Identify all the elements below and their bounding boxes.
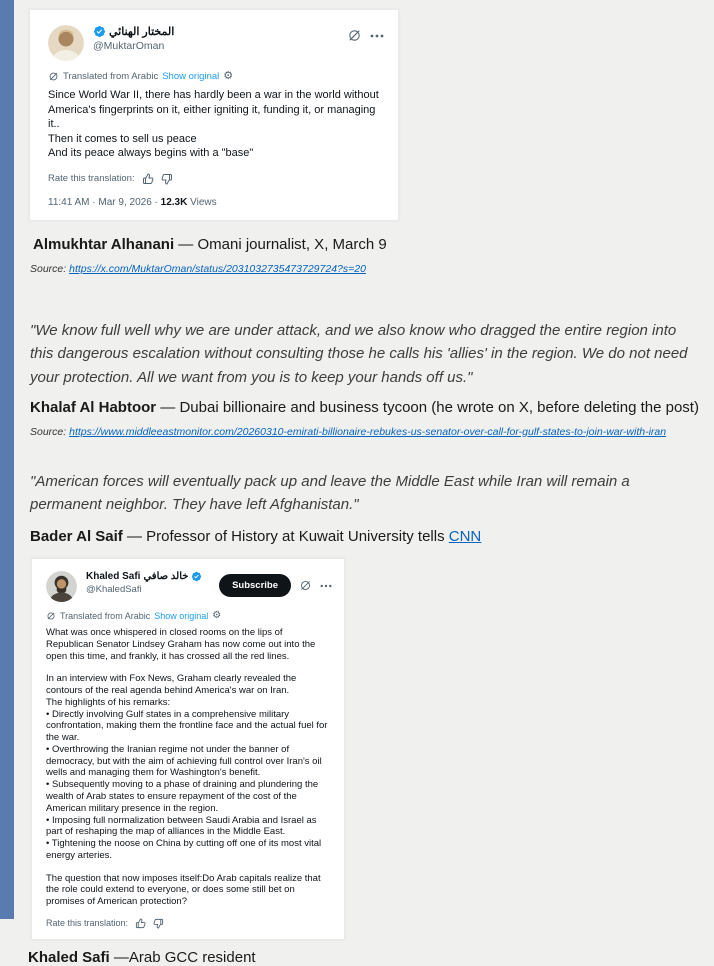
tweet-actions (347, 25, 384, 43)
caption-rest: — Omani journalist, X, March 9 (174, 235, 387, 253)
tweet-card-khaled (31, 558, 345, 940)
caption-almukhtar (33, 236, 714, 253)
thumbs-up-icon[interactable] (135, 918, 146, 929)
grok-icon (48, 71, 59, 82)
source-label: Source: (30, 425, 70, 438)
tweet-text-paragraph: • Subsequently moving to a phase of draining and plundering the wealth of Arab states to ensure repayment of the cost of the American military presence in the region. (46, 779, 319, 814)
translated-label: Translated from Arabic (63, 71, 159, 82)
handle[interactable]: @KhaledSafi (86, 584, 142, 596)
tweet-text (48, 88, 384, 161)
tweet-text-line: Since World War II, there has hardly been a war in the world without America's fingerprints on it, either igniting it, funding it, or managing it.. (48, 89, 379, 131)
display-name-arabic[interactable]: خالد صافي (143, 571, 189, 583)
tweet-text-paragraph: • Overthrowing the Iranian regime not under the banner of democracy, but with the aim of achieving full control over Iran's oil wells and managing them for Washington's benefit. (46, 743, 322, 779)
tweet-header (46, 571, 332, 602)
quote-alsaif: "American forces will eventually pack up and leave the Middle East while Iran will remain a permanent neighbor. They have left Afghanistan." (30, 472, 630, 514)
avatar[interactable] (46, 571, 77, 602)
verified-badge-icon (191, 571, 202, 582)
source-line (30, 426, 694, 438)
caption-name: Bader Al Saif (30, 528, 123, 546)
caption-name: Khaled Safi (28, 948, 110, 966)
show-original-link[interactable]: Show original (162, 71, 220, 82)
cnn-link[interactable]: CNN (448, 528, 482, 546)
tweet-text-line: Then it comes to sell us peace (48, 132, 197, 145)
translated-label: Translated from Arabic (60, 611, 151, 622)
caption-name: Khalaf Al Habtoor (30, 398, 157, 416)
gear-icon[interactable]: ⚙ (223, 70, 234, 82)
tweet-text-paragraph: • Imposing full normalization between Saudi Arabia and Israel as part of reshaping the map of alliances in the Middle East. (46, 814, 317, 838)
document-page (14, 0, 714, 966)
quote-habtoor: "We know full well why we are under attack, and we also know who dragged the entire region into this dangerous escalation without consulting those he calls his 'allies' in the region. We do not need your protection. All we want from you is to keep your hands off us." (30, 321, 688, 386)
caption-name: Almukhtar Alhanani (33, 235, 175, 253)
caption-khaled (28, 949, 714, 966)
translated-row (48, 71, 384, 82)
verified-badge-icon (93, 25, 106, 38)
source-line (30, 263, 694, 275)
rate-translation-row (48, 173, 384, 185)
tweet-text-paragraph: The highlights of his remarks: (46, 696, 171, 708)
caption-rest: — Professor of History at Kuwait University tells (122, 528, 449, 546)
source-link[interactable]: https://x.com/MuktarOman/status/2031032735473729724?s=20 (69, 262, 366, 275)
handle[interactable]: @MuktarOman (93, 40, 165, 52)
tweet-text-paragraph: • Directly involving Gulf states in a comprehensive military confrontation, making them the frontline face and the actual fuel for the war. (46, 708, 328, 744)
rate-label: Rate this translation: (46, 918, 129, 929)
tweet-card-muktar (29, 9, 399, 221)
views-count: 12.3K (160, 196, 188, 208)
tweet-identity (93, 25, 347, 52)
rate-label: Rate this translation: (48, 173, 135, 185)
views-label: Views (187, 196, 217, 208)
tweet-timestamp[interactable]: 11:41 AM · Mar 9, 2026 · 12.3K Views (48, 196, 217, 208)
caption-rest: —Arab GCC resident (113, 948, 256, 966)
gear-icon[interactable]: ⚙ (212, 610, 222, 622)
avatar[interactable] (48, 25, 84, 61)
tweet-header (48, 25, 384, 61)
rate-translation-row (46, 918, 332, 929)
thumbs-up-icon[interactable] (142, 173, 154, 185)
grok-icon[interactable] (347, 28, 362, 43)
tweet-text-paragraph: What was once whispered in closed rooms on the lips of Republican Senator Lindsey Graham has now come out into the open this time, and frankly, it has crossed all the red lines. (46, 627, 316, 662)
left-accent-bar (0, 0, 14, 919)
source-label: Source: (30, 262, 70, 275)
source-link[interactable]: https://www.middleeastmonitor.com/20260310-emirati-billionaire-rebukes-us-senator-over-call-for-gulf-states-to-join-war-with-iran (69, 425, 667, 438)
tweet-text-line: And its peace always begins with a "base" (48, 147, 254, 160)
display-name[interactable]: المختار الهنائي (109, 26, 175, 38)
caption-alsaif (30, 528, 714, 545)
tweet-identity (86, 571, 219, 595)
display-name[interactable]: Khaled Safi (86, 571, 141, 583)
more-icon[interactable] (320, 584, 332, 588)
thumbs-down-icon[interactable] (161, 173, 173, 185)
grok-icon[interactable] (299, 579, 312, 592)
caption-habtoor (30, 399, 714, 416)
translated-row (46, 611, 332, 621)
caption-rest: — Dubai billionaire and business tycoon (he wrote on X, before deleting the post) (156, 398, 699, 416)
subscribe-button[interactable]: Subscribe (219, 574, 291, 597)
tweet-text-paragraph: In an interview with Fox News, Graham clearly revealed the contours of the real agenda behind America's war on Iran. (46, 673, 297, 697)
tweet-text-paragraph: The question that now imposes itself:Do Arab capitals realize that the role could extend to everyone, or does some still bet on promises of American protection? (46, 872, 321, 908)
show-original-link[interactable]: Show original (154, 611, 209, 622)
tweet-text (46, 627, 332, 908)
tweet-actions (219, 571, 332, 597)
more-icon[interactable] (370, 34, 384, 38)
grok-icon (46, 611, 56, 621)
thumbs-down-icon[interactable] (153, 918, 164, 929)
tweet-text-paragraph: • Tightening the noose on China by cutting off one of its most vital energy arteries. (46, 838, 322, 861)
